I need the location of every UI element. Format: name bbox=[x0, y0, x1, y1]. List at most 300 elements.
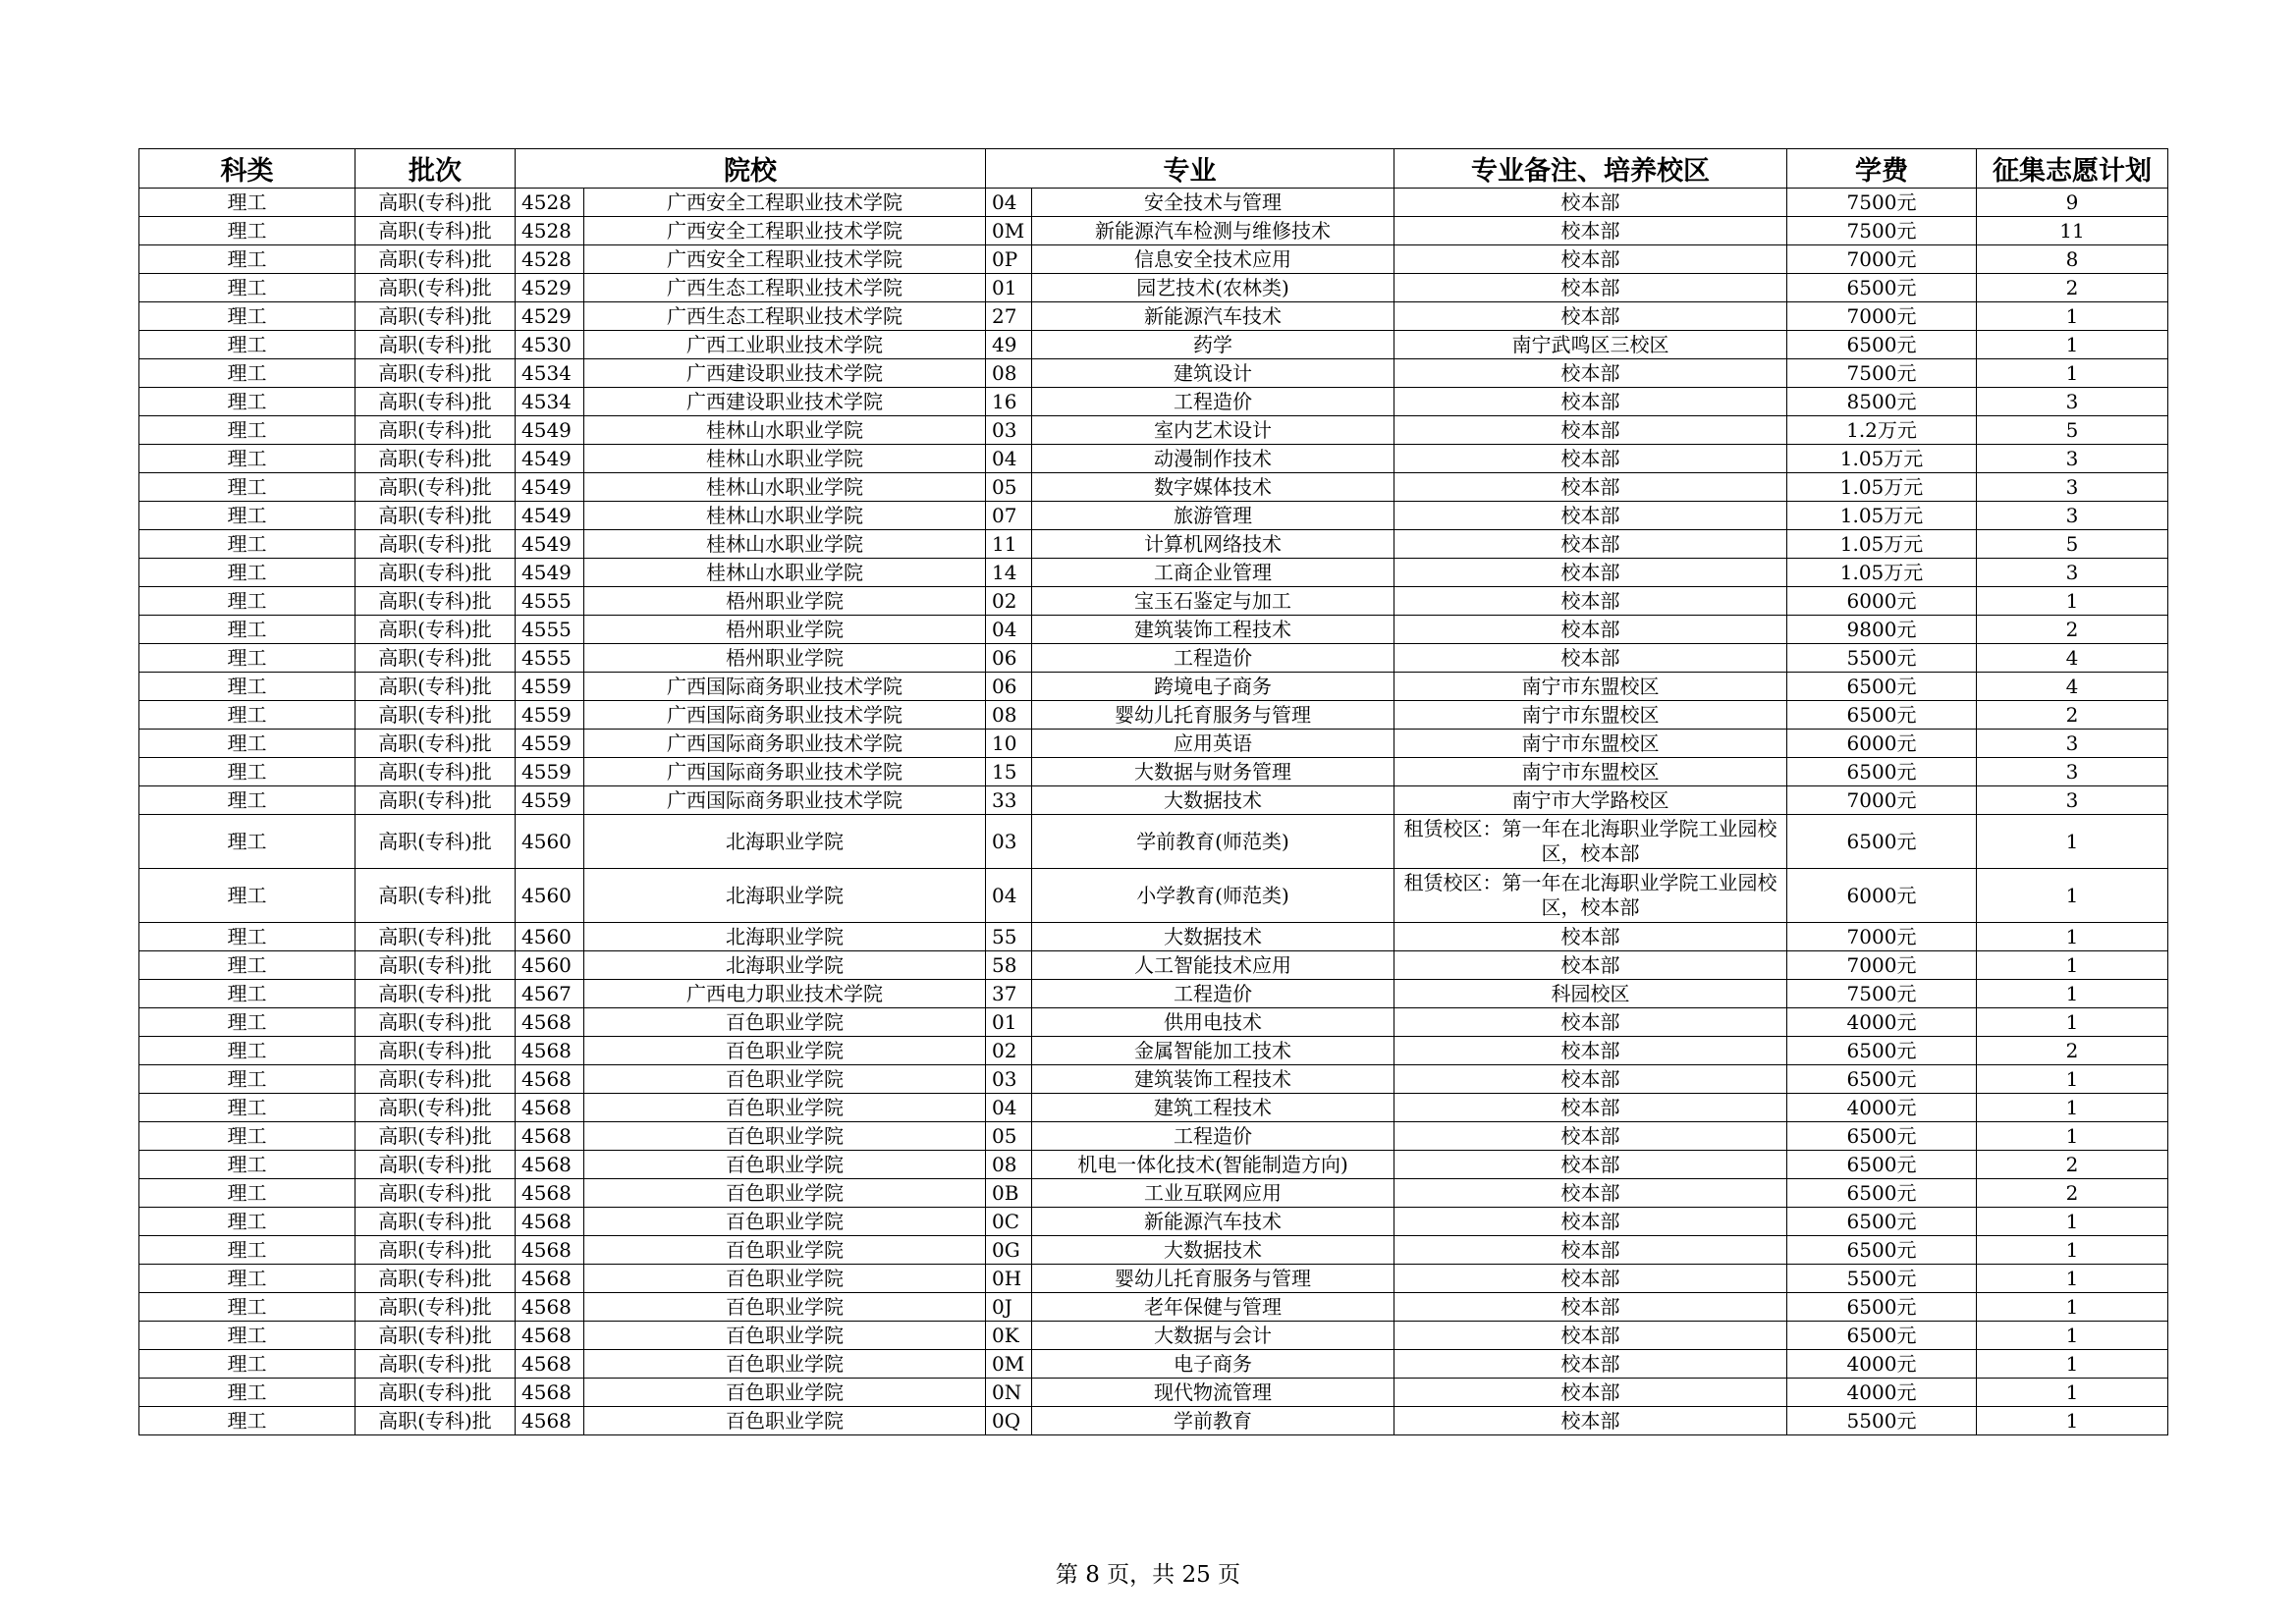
table-row bbox=[139, 1265, 2168, 1293]
cell-category: 理工 bbox=[139, 1350, 355, 1379]
cell-school-code: 4555 bbox=[516, 644, 584, 673]
cell-plan: 1 bbox=[1977, 1236, 2168, 1265]
cell-plan: 1 bbox=[1977, 1094, 2168, 1122]
cell-major-code: 11 bbox=[986, 530, 1032, 559]
cell-category: 理工 bbox=[139, 1208, 355, 1236]
cell-major-name: 数字媒体技术 bbox=[1032, 473, 1394, 502]
cell-major-code: 15 bbox=[986, 758, 1032, 786]
cell-school-name: 广西国际商务职业技术学院 bbox=[584, 758, 986, 786]
cell-plan: 3 bbox=[1977, 445, 2168, 473]
cell-batch: 高职(专科)批 bbox=[355, 189, 516, 217]
cell-tuition: 6500元 bbox=[1787, 1151, 1977, 1179]
cell-major-code: 0M bbox=[986, 1350, 1032, 1379]
cell-school-name: 百色职业学院 bbox=[584, 1008, 986, 1037]
cell-note: 校本部 bbox=[1394, 189, 1787, 217]
cell-category: 理工 bbox=[139, 1322, 355, 1350]
cell-tuition: 1.2万元 bbox=[1787, 416, 1977, 445]
cell-plan: 1 bbox=[1977, 980, 2168, 1008]
cell-category: 理工 bbox=[139, 331, 355, 359]
cell-major-code: 58 bbox=[986, 951, 1032, 980]
table-row bbox=[139, 951, 2168, 980]
cell-major-name: 大数据技术 bbox=[1032, 923, 1394, 951]
cell-tuition: 7500元 bbox=[1787, 217, 1977, 245]
cell-major-code: 04 bbox=[986, 869, 1032, 923]
cell-major-name: 室内艺术设计 bbox=[1032, 416, 1394, 445]
cell-major-name: 工程造价 bbox=[1032, 980, 1394, 1008]
cell-major-name: 动漫制作技术 bbox=[1032, 445, 1394, 473]
cell-school-name: 桂林山水职业学院 bbox=[584, 445, 986, 473]
cell-major-code: 08 bbox=[986, 1151, 1032, 1179]
cell-major-name: 人工智能技术应用 bbox=[1032, 951, 1394, 980]
cell-major-code: 04 bbox=[986, 1094, 1032, 1122]
cell-tuition: 7000元 bbox=[1787, 951, 1977, 980]
cell-note: 南宁市东盟校区 bbox=[1394, 701, 1787, 730]
cell-note: 校本部 bbox=[1394, 1322, 1787, 1350]
cell-major-code: 08 bbox=[986, 359, 1032, 388]
cell-school-name: 北海职业学院 bbox=[584, 869, 986, 923]
cell-plan: 3 bbox=[1977, 388, 2168, 416]
cell-school-name: 百色职业学院 bbox=[584, 1208, 986, 1236]
cell-school-name: 广西安全工程职业技术学院 bbox=[584, 189, 986, 217]
cell-batch: 高职(专科)批 bbox=[355, 923, 516, 951]
cell-school-name: 桂林山水职业学院 bbox=[584, 530, 986, 559]
cell-category: 理工 bbox=[139, 359, 355, 388]
cell-batch: 高职(专科)批 bbox=[355, 1265, 516, 1293]
cell-major-name: 工程造价 bbox=[1032, 644, 1394, 673]
cell-plan: 1 bbox=[1977, 951, 2168, 980]
cell-major-name: 机电一体化技术(智能制造方向) bbox=[1032, 1151, 1394, 1179]
table-row bbox=[139, 217, 2168, 245]
cell-major-name: 大数据与会计 bbox=[1032, 1322, 1394, 1350]
table-row bbox=[139, 245, 2168, 274]
cell-category: 理工 bbox=[139, 980, 355, 1008]
cell-major-code: 0M bbox=[986, 217, 1032, 245]
table-row bbox=[139, 815, 2168, 869]
cell-tuition: 1.05万元 bbox=[1787, 502, 1977, 530]
cell-note: 校本部 bbox=[1394, 1065, 1787, 1094]
cell-school-name: 广西国际商务职业技术学院 bbox=[584, 673, 986, 701]
cell-note: 南宁市东盟校区 bbox=[1394, 673, 1787, 701]
cell-school-name: 百色职业学院 bbox=[584, 1151, 986, 1179]
cell-major-name: 现代物流管理 bbox=[1032, 1379, 1394, 1407]
cell-batch: 高职(专科)批 bbox=[355, 473, 516, 502]
cell-note: 校本部 bbox=[1394, 245, 1787, 274]
cell-tuition: 7500元 bbox=[1787, 359, 1977, 388]
cell-batch: 高职(专科)批 bbox=[355, 730, 516, 758]
cell-batch: 高职(专科)批 bbox=[355, 1122, 516, 1151]
cell-note: 校本部 bbox=[1394, 1379, 1787, 1407]
cell-plan: 1 bbox=[1977, 1265, 2168, 1293]
table-row bbox=[139, 473, 2168, 502]
cell-batch: 高职(专科)批 bbox=[355, 1179, 516, 1208]
cell-major-code: 05 bbox=[986, 1122, 1032, 1151]
cell-note: 租赁校区：第一年在北海职业学院工业园校区，校本部 bbox=[1394, 869, 1787, 923]
cell-major-code: 0N bbox=[986, 1379, 1032, 1407]
cell-major-code: 05 bbox=[986, 473, 1032, 502]
cell-category: 理工 bbox=[139, 245, 355, 274]
cell-school-code: 4549 bbox=[516, 473, 584, 502]
cell-school-code: 4534 bbox=[516, 359, 584, 388]
cell-major-name: 建筑装饰工程技术 bbox=[1032, 1065, 1394, 1094]
cell-major-code: 06 bbox=[986, 644, 1032, 673]
cell-school-code: 4555 bbox=[516, 616, 584, 644]
cell-school-code: 4568 bbox=[516, 1265, 584, 1293]
cell-tuition: 6000元 bbox=[1787, 587, 1977, 616]
cell-category: 理工 bbox=[139, 1151, 355, 1179]
header-tuition: 学费 bbox=[1787, 149, 1977, 189]
cell-note: 南宁市东盟校区 bbox=[1394, 758, 1787, 786]
cell-tuition: 6500元 bbox=[1787, 673, 1977, 701]
cell-note: 科园校区 bbox=[1394, 980, 1787, 1008]
table-row bbox=[139, 1236, 2168, 1265]
cell-category: 理工 bbox=[139, 502, 355, 530]
table-row bbox=[139, 1208, 2168, 1236]
cell-category: 理工 bbox=[139, 644, 355, 673]
cell-major-name: 供用电技术 bbox=[1032, 1008, 1394, 1037]
cell-major-code: 04 bbox=[986, 189, 1032, 217]
cell-tuition: 6000元 bbox=[1787, 730, 1977, 758]
cell-school-code: 4560 bbox=[516, 951, 584, 980]
cell-school-name: 梧州职业学院 bbox=[584, 587, 986, 616]
cell-school-code: 4549 bbox=[516, 445, 584, 473]
cell-category: 理工 bbox=[139, 274, 355, 302]
cell-tuition: 6500元 bbox=[1787, 1208, 1977, 1236]
table-row bbox=[139, 1407, 2168, 1435]
cell-school-name: 百色职业学院 bbox=[584, 1122, 986, 1151]
cell-category: 理工 bbox=[139, 923, 355, 951]
cell-tuition: 7000元 bbox=[1787, 923, 1977, 951]
cell-school-code: 4559 bbox=[516, 758, 584, 786]
cell-school-name: 百色职业学院 bbox=[584, 1322, 986, 1350]
cell-plan: 1 bbox=[1977, 1407, 2168, 1435]
cell-note: 校本部 bbox=[1394, 302, 1787, 331]
header-note: 专业备注、培养校区 bbox=[1394, 149, 1787, 189]
cell-school-name: 百色职业学院 bbox=[584, 1293, 986, 1322]
cell-tuition: 6500元 bbox=[1787, 1179, 1977, 1208]
cell-plan: 1 bbox=[1977, 923, 2168, 951]
table-row bbox=[139, 1179, 2168, 1208]
cell-category: 理工 bbox=[139, 730, 355, 758]
cell-batch: 高职(专科)批 bbox=[355, 530, 516, 559]
cell-major-code: 16 bbox=[986, 388, 1032, 416]
cell-batch: 高职(专科)批 bbox=[355, 359, 516, 388]
header-category: 科类 bbox=[139, 149, 355, 189]
cell-tuition: 7000元 bbox=[1787, 302, 1977, 331]
cell-category: 理工 bbox=[139, 1037, 355, 1065]
cell-school-code: 4568 bbox=[516, 1236, 584, 1265]
cell-tuition: 6500元 bbox=[1787, 331, 1977, 359]
header-batch: 批次 bbox=[355, 149, 516, 189]
cell-batch: 高职(专科)批 bbox=[355, 1407, 516, 1435]
cell-school-code: 4559 bbox=[516, 673, 584, 701]
cell-plan: 4 bbox=[1977, 673, 2168, 701]
cell-plan: 2 bbox=[1977, 274, 2168, 302]
cell-major-name: 应用英语 bbox=[1032, 730, 1394, 758]
cell-batch: 高职(专科)批 bbox=[355, 815, 516, 869]
cell-major-name: 旅游管理 bbox=[1032, 502, 1394, 530]
cell-batch: 高职(专科)批 bbox=[355, 786, 516, 815]
table-row bbox=[139, 1065, 2168, 1094]
cell-plan: 2 bbox=[1977, 616, 2168, 644]
cell-category: 理工 bbox=[139, 815, 355, 869]
table-row bbox=[139, 923, 2168, 951]
cell-category: 理工 bbox=[139, 388, 355, 416]
table-row bbox=[139, 189, 2168, 217]
cell-batch: 高职(专科)批 bbox=[355, 1322, 516, 1350]
cell-plan: 3 bbox=[1977, 502, 2168, 530]
cell-note: 校本部 bbox=[1394, 388, 1787, 416]
cell-note: 校本部 bbox=[1394, 1407, 1787, 1435]
cell-batch: 高职(专科)批 bbox=[355, 1094, 516, 1122]
cell-tuition: 5500元 bbox=[1787, 644, 1977, 673]
cell-major-code: 04 bbox=[986, 445, 1032, 473]
cell-tuition: 6000元 bbox=[1787, 869, 1977, 923]
cell-category: 理工 bbox=[139, 869, 355, 923]
cell-note: 校本部 bbox=[1394, 274, 1787, 302]
cell-major-name: 大数据技术 bbox=[1032, 786, 1394, 815]
cell-plan: 2 bbox=[1977, 1179, 2168, 1208]
cell-plan: 1 bbox=[1977, 1350, 2168, 1379]
cell-plan: 1 bbox=[1977, 815, 2168, 869]
cell-plan: 1 bbox=[1977, 587, 2168, 616]
cell-major-code: 37 bbox=[986, 980, 1032, 1008]
cell-note: 校本部 bbox=[1394, 1293, 1787, 1322]
cell-plan: 8 bbox=[1977, 245, 2168, 274]
cell-school-name: 桂林山水职业学院 bbox=[584, 473, 986, 502]
cell-category: 理工 bbox=[139, 1236, 355, 1265]
table-row bbox=[139, 388, 2168, 416]
cell-tuition: 1.05万元 bbox=[1787, 530, 1977, 559]
cell-school-name: 百色职业学院 bbox=[584, 1265, 986, 1293]
cell-school-code: 4568 bbox=[516, 1065, 584, 1094]
cell-category: 理工 bbox=[139, 1122, 355, 1151]
cell-school-name: 百色职业学院 bbox=[584, 1065, 986, 1094]
cell-major-name: 建筑装饰工程技术 bbox=[1032, 616, 1394, 644]
cell-tuition: 5500元 bbox=[1787, 1407, 1977, 1435]
cell-school-code: 4568 bbox=[516, 1151, 584, 1179]
cell-note: 校本部 bbox=[1394, 473, 1787, 502]
cell-school-name: 北海职业学院 bbox=[584, 951, 986, 980]
cell-note: 校本部 bbox=[1394, 951, 1787, 980]
table-row bbox=[139, 331, 2168, 359]
cell-tuition: 6500元 bbox=[1787, 1065, 1977, 1094]
cell-major-code: 07 bbox=[986, 502, 1032, 530]
cell-category: 理工 bbox=[139, 701, 355, 730]
table-row bbox=[139, 587, 2168, 616]
cell-plan: 3 bbox=[1977, 758, 2168, 786]
cell-school-name: 百色职业学院 bbox=[584, 1350, 986, 1379]
cell-category: 理工 bbox=[139, 1293, 355, 1322]
table-row bbox=[139, 673, 2168, 701]
cell-note: 南宁武鸣区三校区 bbox=[1394, 331, 1787, 359]
cell-note: 校本部 bbox=[1394, 644, 1787, 673]
cell-category: 理工 bbox=[139, 951, 355, 980]
cell-school-code: 4549 bbox=[516, 530, 584, 559]
cell-major-name: 工程造价 bbox=[1032, 1122, 1394, 1151]
table-row bbox=[139, 1322, 2168, 1350]
cell-plan: 1 bbox=[1977, 359, 2168, 388]
cell-category: 理工 bbox=[139, 1265, 355, 1293]
cell-tuition: 4000元 bbox=[1787, 1008, 1977, 1037]
cell-major-code: 03 bbox=[986, 1065, 1032, 1094]
cell-note: 校本部 bbox=[1394, 445, 1787, 473]
cell-school-name: 桂林山水职业学院 bbox=[584, 416, 986, 445]
cell-major-code: 04 bbox=[986, 616, 1032, 644]
cell-major-code: 06 bbox=[986, 673, 1032, 701]
cell-batch: 高职(专科)批 bbox=[355, 331, 516, 359]
table-row bbox=[139, 274, 2168, 302]
cell-category: 理工 bbox=[139, 1065, 355, 1094]
cell-category: 理工 bbox=[139, 758, 355, 786]
cell-school-code: 4568 bbox=[516, 1037, 584, 1065]
cell-note: 校本部 bbox=[1394, 1350, 1787, 1379]
cell-major-name: 工业互联网应用 bbox=[1032, 1179, 1394, 1208]
cell-major-name: 电子商务 bbox=[1032, 1350, 1394, 1379]
cell-tuition: 6500元 bbox=[1787, 1293, 1977, 1322]
cell-school-code: 4560 bbox=[516, 869, 584, 923]
cell-category: 理工 bbox=[139, 587, 355, 616]
cell-major-code: 0J bbox=[986, 1293, 1032, 1322]
cell-tuition: 1.05万元 bbox=[1787, 445, 1977, 473]
cell-batch: 高职(专科)批 bbox=[355, 274, 516, 302]
cell-category: 理工 bbox=[139, 1008, 355, 1037]
table-header-row bbox=[139, 149, 2168, 189]
cell-plan: 1 bbox=[1977, 1208, 2168, 1236]
cell-school-name: 广西电力职业技术学院 bbox=[584, 980, 986, 1008]
cell-major-code: 0K bbox=[986, 1322, 1032, 1350]
cell-plan: 1 bbox=[1977, 331, 2168, 359]
cell-school-name: 广西安全工程职业技术学院 bbox=[584, 217, 986, 245]
cell-plan: 3 bbox=[1977, 730, 2168, 758]
cell-note: 校本部 bbox=[1394, 1151, 1787, 1179]
cell-major-code: 10 bbox=[986, 730, 1032, 758]
cell-school-code: 4559 bbox=[516, 701, 584, 730]
cell-note: 校本部 bbox=[1394, 616, 1787, 644]
cell-category: 理工 bbox=[139, 473, 355, 502]
cell-school-code: 4529 bbox=[516, 274, 584, 302]
cell-note: 校本部 bbox=[1394, 1122, 1787, 1151]
cell-major-code: 01 bbox=[986, 1008, 1032, 1037]
cell-batch: 高职(专科)批 bbox=[355, 869, 516, 923]
cell-school-name: 广西生态工程职业技术学院 bbox=[584, 274, 986, 302]
cell-plan: 1 bbox=[1977, 1122, 2168, 1151]
cell-category: 理工 bbox=[139, 217, 355, 245]
cell-category: 理工 bbox=[139, 559, 355, 587]
cell-school-name: 北海职业学院 bbox=[584, 923, 986, 951]
cell-major-code: 0Q bbox=[986, 1407, 1032, 1435]
table-row bbox=[139, 302, 2168, 331]
cell-plan: 1 bbox=[1977, 302, 2168, 331]
cell-school-name: 百色职业学院 bbox=[584, 1407, 986, 1435]
cell-tuition: 9800元 bbox=[1787, 616, 1977, 644]
cell-plan: 9 bbox=[1977, 189, 2168, 217]
cell-plan: 5 bbox=[1977, 416, 2168, 445]
cell-batch: 高职(专科)批 bbox=[355, 1236, 516, 1265]
cell-batch: 高职(专科)批 bbox=[355, 1065, 516, 1094]
cell-batch: 高职(专科)批 bbox=[355, 673, 516, 701]
cell-note: 校本部 bbox=[1394, 1208, 1787, 1236]
cell-batch: 高职(专科)批 bbox=[355, 217, 516, 245]
cell-school-name: 百色职业学院 bbox=[584, 1179, 986, 1208]
cell-school-name: 百色职业学院 bbox=[584, 1037, 986, 1065]
cell-major-name: 信息安全技术应用 bbox=[1032, 245, 1394, 274]
table-row bbox=[139, 786, 2168, 815]
cell-plan: 1 bbox=[1977, 1065, 2168, 1094]
cell-major-name: 工程造价 bbox=[1032, 388, 1394, 416]
cell-batch: 高职(专科)批 bbox=[355, 644, 516, 673]
cell-tuition: 4000元 bbox=[1787, 1094, 1977, 1122]
cell-plan: 5 bbox=[1977, 530, 2168, 559]
cell-plan: 1 bbox=[1977, 1379, 2168, 1407]
cell-school-code: 4534 bbox=[516, 388, 584, 416]
cell-school-code: 4567 bbox=[516, 980, 584, 1008]
table-row bbox=[139, 1350, 2168, 1379]
table-row bbox=[139, 359, 2168, 388]
cell-school-code: 4560 bbox=[516, 923, 584, 951]
cell-major-code: 0P bbox=[986, 245, 1032, 274]
cell-tuition: 6500元 bbox=[1787, 701, 1977, 730]
cell-major-name: 工商企业管理 bbox=[1032, 559, 1394, 587]
cell-major-code: 02 bbox=[986, 587, 1032, 616]
cell-note: 校本部 bbox=[1394, 217, 1787, 245]
cell-category: 理工 bbox=[139, 673, 355, 701]
cell-tuition: 6500元 bbox=[1787, 1037, 1977, 1065]
cell-major-code: 01 bbox=[986, 274, 1032, 302]
cell-batch: 高职(专科)批 bbox=[355, 1293, 516, 1322]
cell-major-name: 婴幼儿托育服务与管理 bbox=[1032, 1265, 1394, 1293]
cell-school-code: 4559 bbox=[516, 786, 584, 815]
cell-school-name: 广西国际商务职业技术学院 bbox=[584, 701, 986, 730]
cell-tuition: 6500元 bbox=[1787, 1122, 1977, 1151]
cell-tuition: 4000元 bbox=[1787, 1350, 1977, 1379]
cell-school-name: 梧州职业学院 bbox=[584, 616, 986, 644]
cell-batch: 高职(专科)批 bbox=[355, 502, 516, 530]
cell-note: 南宁市东盟校区 bbox=[1394, 730, 1787, 758]
cell-tuition: 6500元 bbox=[1787, 815, 1977, 869]
cell-school-code: 4568 bbox=[516, 1008, 584, 1037]
cell-tuition: 7000元 bbox=[1787, 245, 1977, 274]
cell-tuition: 6500元 bbox=[1787, 1236, 1977, 1265]
cell-category: 理工 bbox=[139, 530, 355, 559]
cell-major-name: 学前教育 bbox=[1032, 1407, 1394, 1435]
table-row bbox=[139, 1151, 2168, 1179]
cell-category: 理工 bbox=[139, 445, 355, 473]
cell-category: 理工 bbox=[139, 302, 355, 331]
cell-school-code: 4568 bbox=[516, 1379, 584, 1407]
table-row bbox=[139, 1379, 2168, 1407]
cell-note: 校本部 bbox=[1394, 1094, 1787, 1122]
admission-plan-table bbox=[138, 148, 2168, 1435]
cell-tuition: 8500元 bbox=[1787, 388, 1977, 416]
cell-category: 理工 bbox=[139, 416, 355, 445]
cell-plan: 3 bbox=[1977, 473, 2168, 502]
cell-major-code: 55 bbox=[986, 923, 1032, 951]
cell-major-name: 大数据与财务管理 bbox=[1032, 758, 1394, 786]
cell-plan: 11 bbox=[1977, 217, 2168, 245]
header-plan: 征集志愿计划 bbox=[1977, 149, 2168, 189]
cell-batch: 高职(专科)批 bbox=[355, 616, 516, 644]
cell-note: 校本部 bbox=[1394, 587, 1787, 616]
cell-batch: 高职(专科)批 bbox=[355, 559, 516, 587]
cell-school-code: 4568 bbox=[516, 1122, 584, 1151]
cell-school-name: 广西建设职业技术学院 bbox=[584, 359, 986, 388]
table-row bbox=[139, 758, 2168, 786]
cell-plan: 2 bbox=[1977, 701, 2168, 730]
cell-school-name: 广西工业职业技术学院 bbox=[584, 331, 986, 359]
cell-note: 校本部 bbox=[1394, 502, 1787, 530]
cell-note: 校本部 bbox=[1394, 1179, 1787, 1208]
table-row bbox=[139, 416, 2168, 445]
